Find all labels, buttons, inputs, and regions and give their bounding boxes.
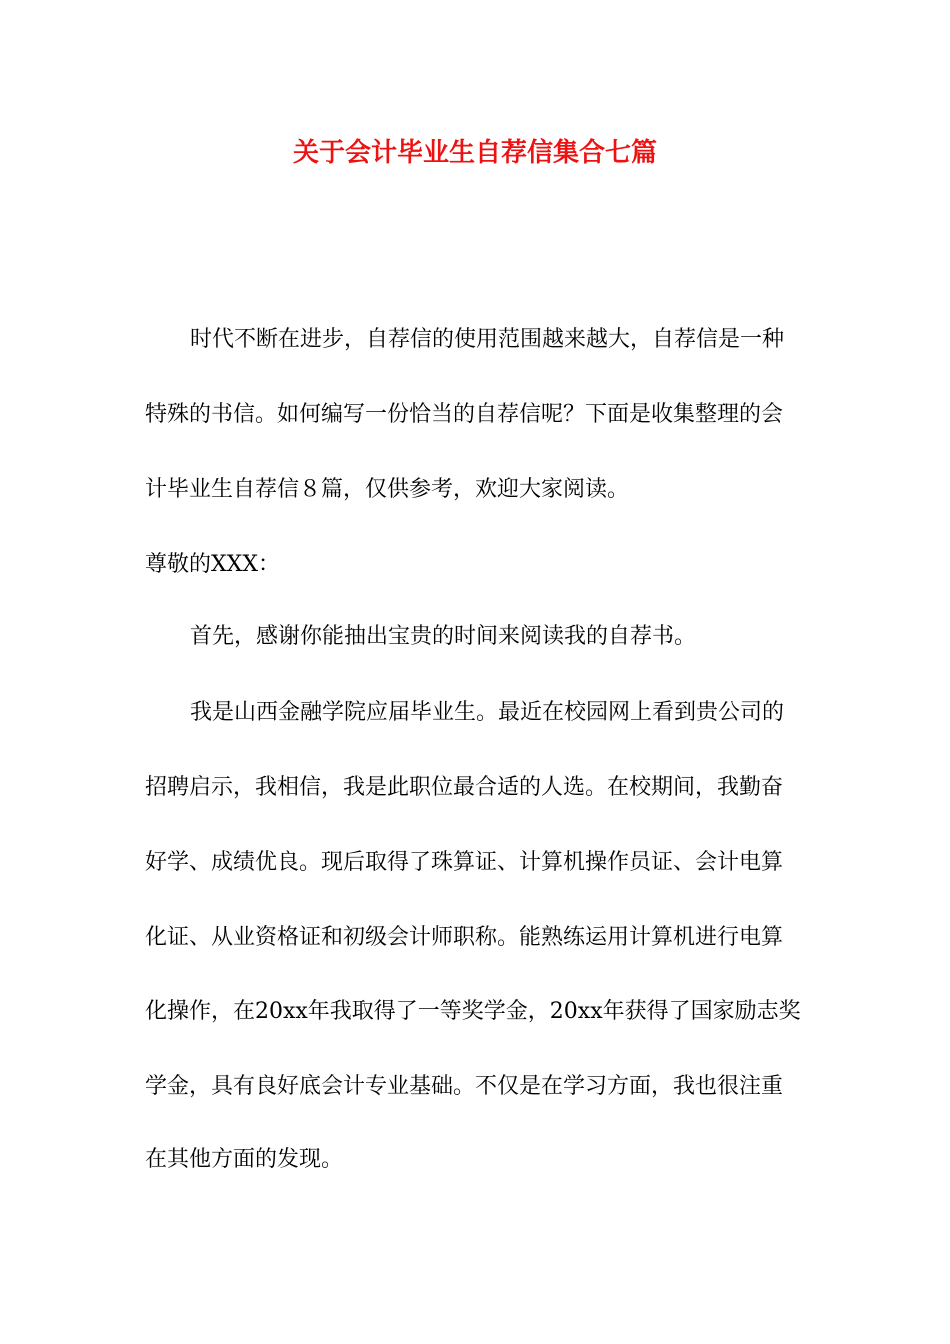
body-line-6: 学金，具有良好底会计专业基础。不仅是在学习方面，我也很注重	[145, 1074, 784, 1099]
body-line-7: 在其他方面的发现。	[145, 1147, 344, 1172]
body-line-3: 好学、成绩优良。现后取得了珠算证、计算机操作员证、会计电算	[145, 850, 784, 875]
intro-line-1: 时代不断在进步，自荐信的使用范围越来越大，自荐信是一种	[190, 327, 785, 352]
intro-line-2: 特殊的书信。如何编写一份恰当的自荐信呢？下面是收集整理的会	[145, 402, 784, 427]
document-title: 关于会计毕业生自荐信集合七篇	[292, 138, 657, 168]
body-line-4: 化证、从业资格证和初级会计师职称。能熟练运用计算机进行电算	[145, 925, 784, 950]
paragraph-thanks: 首先，感谢你能抽出宝贵的时间来阅读我的自荐书。	[190, 624, 697, 649]
body-line-1: 我是山西金融学院应届毕业生。最近在校园网上看到贵公司的	[190, 700, 785, 725]
body-line-5: 化操作，在20xx年我取得了一等奖学金，20xx年获得了国家励志奖	[145, 999, 801, 1024]
salutation: 尊敬的XXX：	[145, 552, 280, 577]
intro-line-3: 计毕业生自荐信８篇，仅供参考，欢迎大家阅读。	[145, 477, 630, 502]
body-line-2: 招聘启示，我相信，我是此职位最合适的人选。在校期间，我勤奋	[145, 775, 784, 800]
